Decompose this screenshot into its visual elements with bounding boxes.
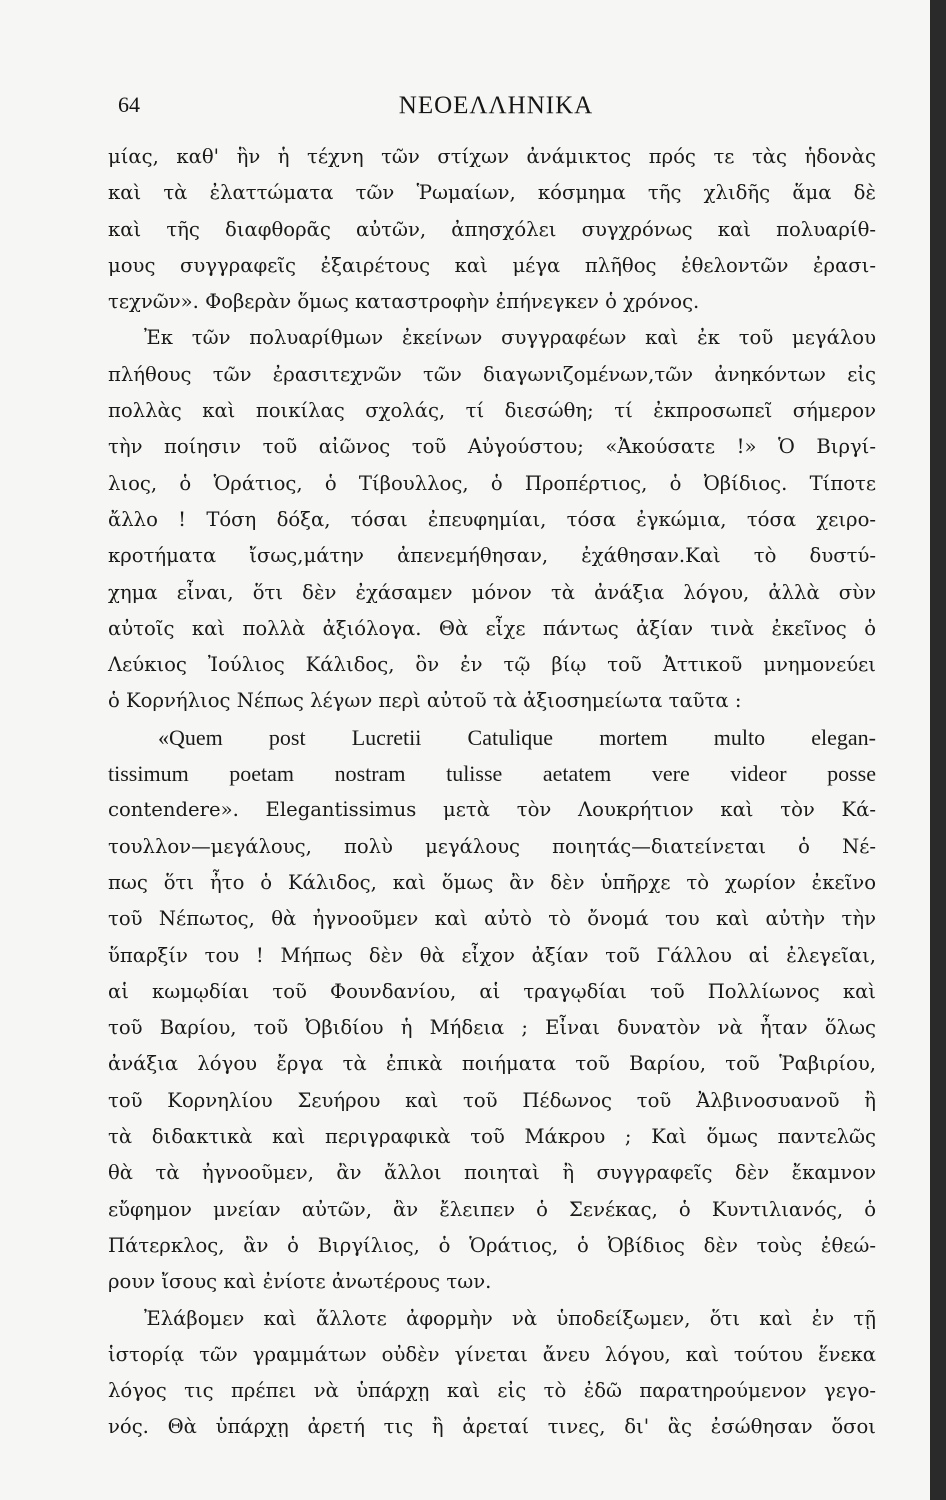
text-line: λιος, ὁ Ὁράτιος, ὁ Τίβουλλος, ὁ Προπέρτιος, ὁ Ὀβίδιος. Τίποτε <box>108 471 876 495</box>
text-line: Ἐλάβομεν καὶ ἄλλοτε ἀφορμὴν νὰ ὑποδείξωμεν, ὅτι καὶ ἐν τῇ <box>144 1306 876 1330</box>
text-line: τὴν ποίησιν τοῦ αἰῶνος τοῦ Αὐγούστου; «Ἀκούσατε !» Ὁ Βιργί- <box>108 435 876 459</box>
text-line: τὰ διδακτικὰ καὶ περιγραφικὰ τοῦ Μάκρου ; Καὶ ὅμως παντελῶς <box>108 1125 876 1149</box>
text-line: τοῦ Βαρίου, τοῦ Ὀβιδίου ἡ Μήδεια ; Εἶναι δυνατὸν νὰ ἦταν ὅλως <box>108 1016 876 1040</box>
running-title: ΝΕΟΕΛΛΗΝΙΚΑ <box>398 92 594 119</box>
text-line: μίας, καθ' ἣν ἡ τέχνη τῶν στίχων ἀνάμικτος πρός τε τὰς ἡδονὰς <box>108 145 876 168</box>
text-line: θὰ τὰ ἠγνοοῦμεν, ἂν ἄλλοι ποιηταὶ ἢ συγγραφεῖς δὲν ἔκαμνον <box>108 1161 876 1185</box>
text-line: νός. Θὰ ὑπάρχῃ ἀρετή τις ἢ ἀρεταί τινες, δι' ἃς ἐσώθησαν ὅσοι <box>108 1415 876 1439</box>
text-line: ρουν ἴσους καὶ ἐνίοτε ἀνωτέρους των. <box>108 1270 492 1294</box>
text-line: τοῦ Κορνηλίου Σευήρου καὶ τοῦ Πέδωνος τοῦ Ἀλβινοσυανοῦ ἢ <box>108 1088 876 1112</box>
text-line: λόγος τις πρέπει νὰ ὑπάρχῃ καὶ εἰς τὸ ἐδῶ παρατηρούμενον γεγο- <box>108 1379 876 1403</box>
text-line: χημα εἶναι, ὅτι δὲν ἐχάσαμεν μόνον τὰ ἀνάξια λόγου, ἀλλὰ σὺν <box>108 580 876 604</box>
text-line: Λεύκιος Ἰούλιος Κάλιδος, ὃν ἐν τῷ βίῳ τοῦ Ἀττικοῦ μνημονεύει <box>108 653 876 677</box>
text-line: ἀνάξια λόγου ἔργα τὰ ἐπικὰ ποιήματα τοῦ Βαρίου, τοῦ Ῥαβιρίου, <box>108 1052 876 1076</box>
text-line: καὶ τῆς διαφθορᾶς αὐτῶν, ἀπησχόλει συγχρόνως καὶ πολυαρίθ- <box>108 217 876 241</box>
text-line: ὁ Κορνήλιος Νέπως λέγων περὶ αὐτοῦ τὰ ἀξιοσημείωτα ταῦτα : <box>108 689 742 713</box>
text-line: ἄλλο ! Τόση δόξα, τόσαι ἐπευφημίαι, τόσα ἐγκώμια, τόσα χειρο- <box>108 507 876 531</box>
scan-edge <box>930 0 946 1500</box>
body-text <box>108 139 876 1446</box>
text-line: ὕπαρξίν του ! Μήπως δὲν θὰ εἶχον ἀξίαν τοῦ Γάλλου αἱ ἐλεγεῖαι, <box>108 943 876 967</box>
latin-quote-line: «Quem post Lucretii Catulique mortem multo elegan- <box>158 724 876 750</box>
text-line: Ἐκ τῶν πολυαρίθμων ἐκείνων συγγραφέων καὶ ἐκ τοῦ μεγάλου <box>144 326 876 350</box>
text-line: Πάτερκλος, ἂν ὁ Βιργίλιος, ὁ Ὁράτιος, ὁ Ὀβίδιος δὲν τοὺς ἐθεώ- <box>108 1233 876 1257</box>
text-line: τουλλον—μεγάλους, πολὺ μεγάλους ποιητάς—διατείνεται ὁ Νέ- <box>108 834 876 858</box>
text-line: contendere». Elegantissimus μετὰ τὸν Λουκρήτιον καὶ τὸν Κά- <box>108 798 876 822</box>
text-line: κροτήματα ἴσως,μάτην ἀπενεμήθησαν, ἐχάθησαν.Καὶ τὸ δυστύ- <box>108 544 876 568</box>
text-line: εὔφημον μνείαν αὐτῶν, ἂν ἔλειπεν ὁ Σενέκας, ὁ Κυντιλιανός, ὁ <box>108 1197 876 1221</box>
text-line: πλήθους τῶν ἐρασιτεχνῶν τῶν διαγωνιζομένων,τῶν ἀνηκόντων εἰς <box>108 362 876 386</box>
latin-quote-line: tissimum poetam nostram tulisse aetatem vere videor posse <box>108 761 876 787</box>
text-line: τοῦ Νέπωτος, θὰ ἠγνοοῦμεν καὶ αὐτὸ τὸ ὄνομά του καὶ αὐτὴν τὴν <box>108 907 876 931</box>
page-header <box>112 92 880 126</box>
text-line: τεχνῶν». Φοβερὰν ὅμως καταστροφὴν ἐπήνεγκεν ὁ χρόνος. <box>108 290 700 314</box>
text-line: ἱστορίᾳ τῶν γραμμάτων οὐδὲν γίνεται ἄνευ λόγου, καὶ τούτου ἕνεκα <box>108 1342 876 1366</box>
text-line: μους συγγραφεῖς ἐξαιρέτους καὶ μέγα πλῆθος ἐθελοντῶν ἐρασι- <box>108 253 876 277</box>
text-line: πολλὰς καὶ ποικίλας σχολάς, τί διεσώθη; τί ἐκπροσωπεῖ σήμερον <box>108 399 876 423</box>
page-number: 64 <box>118 92 140 117</box>
text-line: αἱ κωμῳδίαι τοῦ Φουνδανίου, αἱ τραγῳδίαι τοῦ Πολλίωνος καὶ <box>108 979 876 1003</box>
text-line: καὶ τὰ ἐλαττώματα τῶν Ῥωμαίων, κόσμημα τῆς χλιδῆς ἅμα δὲ <box>108 181 876 205</box>
text-line: πως ὅτι ἦτο ὁ Κάλιδος, καὶ ὅμως ἂν δὲν ὑπῆρχε τὸ χωρίον ἐκεῖνο <box>108 870 876 894</box>
text-line: αὐτοῖς καὶ πολλὰ ἀξιόλογα. Θὰ εἶχε πάντως ἀξίαν τινὰ ἐκεῖνος ὁ <box>108 616 876 640</box>
